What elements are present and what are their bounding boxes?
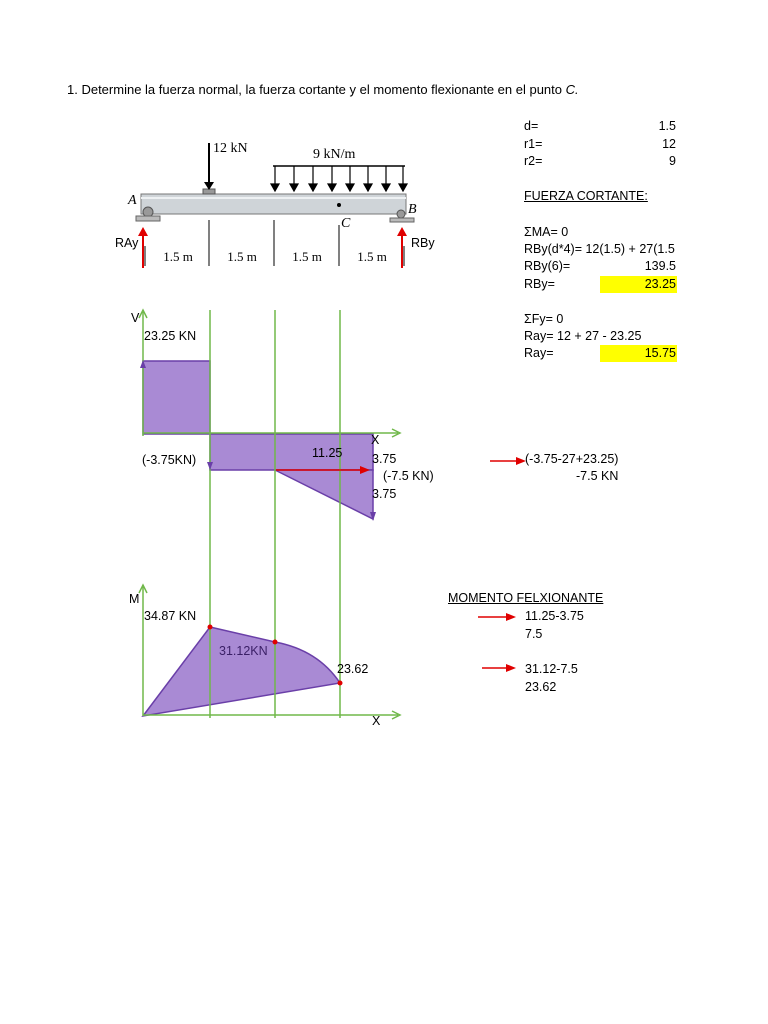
- distributed-load-label: 9 kN/m: [313, 147, 356, 162]
- span-label: 1.5 m: [227, 249, 257, 264]
- moment-mid-label: 31.12KN: [219, 644, 268, 658]
- shear-1125-label: 11.25: [312, 446, 343, 460]
- rby-equation-2-label: RBy(6)=: [524, 259, 571, 273]
- span-label: 1.5 m: [163, 249, 193, 264]
- moment-max-label: 34.87 KN: [144, 609, 197, 623]
- shear-calc-line-2: -7.5 KN: [576, 469, 619, 483]
- span-label: 1.5 m: [357, 249, 387, 264]
- rby-equation-2-value: 139.5: [644, 259, 676, 273]
- given-value: 9: [669, 154, 676, 168]
- ray-label: Ray=: [524, 346, 554, 360]
- shear-max-label: 23.25 KN: [144, 329, 197, 343]
- given-value: 1.5: [658, 119, 676, 133]
- sum-fy-equation: ΣFy= 0: [524, 312, 564, 326]
- sum-ma-equation: ΣMA= 0: [524, 225, 569, 239]
- moment-end-label: 23.62: [337, 662, 369, 676]
- shear-calc-line-1: (-3.75-27+23.25): [525, 452, 619, 466]
- shear-axis-v-label: V: [131, 311, 140, 325]
- point-c-label: C: [341, 216, 351, 231]
- moment-axis-x-label: X: [372, 714, 381, 728]
- shear-neg-375-label: (-3.75KN): [142, 453, 197, 467]
- shear-375-bottom-label: 3.75: [372, 487, 397, 501]
- shear-area-3: [275, 470, 373, 519]
- shear-axis-x-label: X: [371, 433, 380, 447]
- shear-375-top-label: 3.75: [372, 452, 397, 466]
- rby-value: 23.25: [644, 277, 676, 291]
- point-load-label: 12 kN: [213, 141, 248, 156]
- shear-neg-75-label: (-7.5 KN): [383, 469, 434, 483]
- rby-equation-1: RBy(d*4)= 12(1.5) + 27(1.5: [524, 242, 675, 256]
- span-label: 1.5 m: [292, 249, 322, 264]
- moment-calc1-line-1: 11.25-3.75: [525, 609, 584, 623]
- given-label: d=: [524, 119, 539, 133]
- point-b-label: B: [408, 202, 417, 217]
- moment-calc1-line-2: 7.5: [525, 627, 543, 641]
- reaction-b-label: RBy: [411, 236, 435, 250]
- shear-section-title: FUERZA CORTANTE:: [524, 189, 648, 203]
- given-label: r1=: [524, 137, 543, 151]
- problem-text: 1. Determine la fuerza normal, la fuerza cortante y el momento flexionante en el punto: [67, 82, 562, 97]
- problem-point: C.: [565, 82, 579, 97]
- given-value: 12: [662, 137, 676, 151]
- ray-value: 15.75: [644, 346, 676, 360]
- shear-area-1: [143, 361, 210, 434]
- given-label: r2=: [524, 154, 543, 168]
- shear-area-2: [210, 434, 373, 470]
- rby-label: RBy=: [524, 277, 555, 291]
- moment-section-title: MOMENTO FELXIONANTE: [448, 591, 604, 605]
- moment-calc2-line-1: 31.12-7.5: [525, 662, 578, 676]
- point-a-label: A: [128, 193, 137, 208]
- moment-area: [143, 627, 340, 716]
- reaction-a-label: RAy: [115, 236, 139, 250]
- ray-equation: Ray= 12 + 27 - 23.25: [524, 329, 642, 343]
- moment-calc2-line-2: 23.62: [525, 680, 557, 694]
- moment-axis-m-label: M: [129, 592, 140, 606]
